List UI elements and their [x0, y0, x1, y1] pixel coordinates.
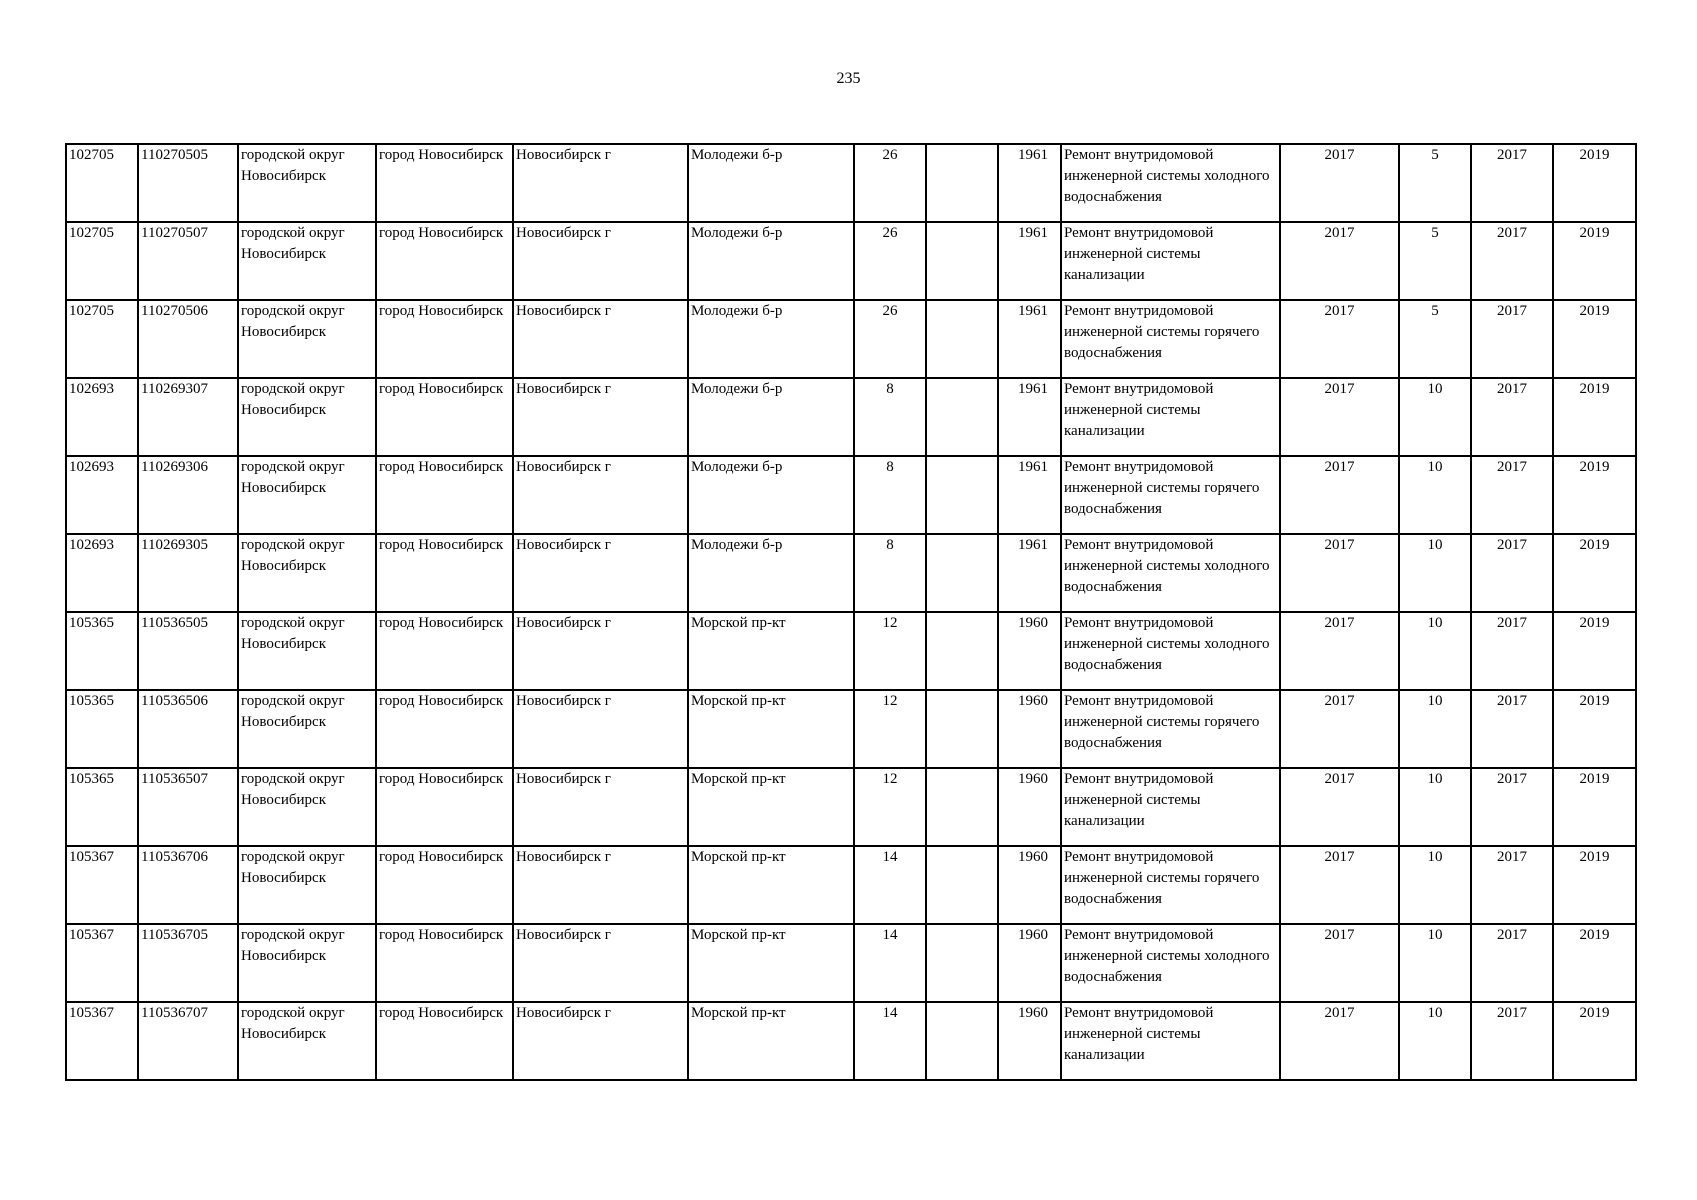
cell-house-number: 8	[854, 456, 926, 534]
cell-district: городской округ Новосибирск	[238, 612, 376, 690]
cell-house-id: 102693	[66, 534, 138, 612]
cell-end-year: 2019	[1553, 456, 1636, 534]
cell-start-year: 2017	[1471, 690, 1553, 768]
cell-end-year: 2019	[1553, 534, 1636, 612]
table-row	[66, 1002, 1636, 1080]
cell-house-id: 102705	[66, 222, 138, 300]
cell-year-built: 1961	[998, 378, 1061, 456]
cell-locality: Новосибирск г	[513, 1002, 688, 1080]
cell-start-year: 2017	[1471, 378, 1553, 456]
cell-year-built: 1960	[998, 612, 1061, 690]
cell-start-year: 2017	[1471, 300, 1553, 378]
cell-building	[926, 1002, 998, 1080]
cell-street: Молодежи б-р	[688, 534, 854, 612]
cell-locality: Новосибирск г	[513, 456, 688, 534]
cell-work-code: 110269307	[138, 378, 238, 456]
cell-settlement: город Новосибирск	[376, 144, 513, 222]
cell-locality: Новосибирск г	[513, 144, 688, 222]
cell-locality: Новосибирск г	[513, 378, 688, 456]
table-row	[66, 144, 1636, 222]
cell-planned-year: 2017	[1280, 846, 1399, 924]
cell-street: Морской пр-кт	[688, 612, 854, 690]
cell-locality: Новосибирск г	[513, 924, 688, 1002]
cell-end-year: 2019	[1553, 1002, 1636, 1080]
cell-start-year: 2017	[1471, 768, 1553, 846]
cell-count: 10	[1399, 1002, 1471, 1080]
cell-house-id: 105367	[66, 924, 138, 1002]
cell-street: Молодежи б-р	[688, 300, 854, 378]
cell-district: городской округ Новосибирск	[238, 456, 376, 534]
cell-planned-year: 2017	[1280, 1002, 1399, 1080]
cell-district: городской округ Новосибирск	[238, 768, 376, 846]
cell-house-id: 102705	[66, 144, 138, 222]
table-row	[66, 534, 1636, 612]
cell-settlement: город Новосибирск	[376, 1002, 513, 1080]
cell-end-year: 2019	[1553, 378, 1636, 456]
cell-district: городской округ Новосибирск	[238, 690, 376, 768]
cell-end-year: 2019	[1553, 300, 1636, 378]
cell-settlement: город Новосибирск	[376, 768, 513, 846]
cell-district: городской округ Новосибирск	[238, 534, 376, 612]
cell-house-number: 12	[854, 768, 926, 846]
cell-start-year: 2017	[1471, 534, 1553, 612]
cell-street: Морской пр-кт	[688, 846, 854, 924]
cell-house-id: 105365	[66, 768, 138, 846]
cell-count: 10	[1399, 456, 1471, 534]
cell-start-year: 2017	[1471, 612, 1553, 690]
cell-house-number: 14	[854, 846, 926, 924]
cell-work-type: Ремонт внутридомовой инженерной системы горячего водоснабжения	[1061, 300, 1280, 378]
cell-work-type: Ремонт внутридомовой инженерной системы холодного водоснабжения	[1061, 534, 1280, 612]
cell-street: Морской пр-кт	[688, 690, 854, 768]
cell-house-id: 105367	[66, 846, 138, 924]
cell-count: 10	[1399, 378, 1471, 456]
cell-street: Морской пр-кт	[688, 1002, 854, 1080]
cell-building	[926, 612, 998, 690]
cell-work-type: Ремонт внутридомовой инженерной системы горячего водоснабжения	[1061, 456, 1280, 534]
table-row	[66, 456, 1636, 534]
cell-locality: Новосибирск г	[513, 846, 688, 924]
cell-house-id: 105367	[66, 1002, 138, 1080]
cell-house-number: 12	[854, 690, 926, 768]
cell-settlement: город Новосибирск	[376, 846, 513, 924]
cell-settlement: город Новосибирск	[376, 534, 513, 612]
cell-count: 10	[1399, 534, 1471, 612]
cell-street: Молодежи б-р	[688, 144, 854, 222]
cell-work-code: 110536707	[138, 1002, 238, 1080]
cell-count: 10	[1399, 846, 1471, 924]
cell-house-number: 14	[854, 1002, 926, 1080]
cell-work-code: 110536706	[138, 846, 238, 924]
cell-house-number: 14	[854, 924, 926, 1002]
cell-start-year: 2017	[1471, 846, 1553, 924]
cell-house-number: 8	[854, 378, 926, 456]
cell-locality: Новосибирск г	[513, 612, 688, 690]
cell-work-type: Ремонт внутридомовой инженерной системы канализации	[1061, 378, 1280, 456]
cell-district: городской округ Новосибирск	[238, 924, 376, 1002]
cell-work-type: Ремонт внутридомовой инженерной системы горячего водоснабжения	[1061, 690, 1280, 768]
cell-count: 5	[1399, 144, 1471, 222]
cell-count: 5	[1399, 300, 1471, 378]
table-row	[66, 768, 1636, 846]
cell-count: 10	[1399, 768, 1471, 846]
cell-building	[926, 222, 998, 300]
cell-house-id: 102693	[66, 378, 138, 456]
cell-house-number: 12	[854, 612, 926, 690]
cell-district: городской округ Новосибирск	[238, 222, 376, 300]
cell-end-year: 2019	[1553, 612, 1636, 690]
cell-district: городской округ Новосибирск	[238, 144, 376, 222]
cell-work-type: Ремонт внутридомовой инженерной системы холодного водоснабжения	[1061, 144, 1280, 222]
cell-settlement: город Новосибирск	[376, 222, 513, 300]
cell-locality: Новосибирск г	[513, 768, 688, 846]
cell-house-number: 26	[854, 222, 926, 300]
cell-work-code: 110269306	[138, 456, 238, 534]
cell-planned-year: 2017	[1280, 612, 1399, 690]
cell-work-type: Ремонт внутридомовой инженерной системы канализации	[1061, 1002, 1280, 1080]
cell-house-number: 8	[854, 534, 926, 612]
cell-building	[926, 846, 998, 924]
cell-work-code: 110536505	[138, 612, 238, 690]
cell-planned-year: 2017	[1280, 768, 1399, 846]
cell-building	[926, 768, 998, 846]
cell-work-code: 110269305	[138, 534, 238, 612]
cell-district: городской округ Новосибирск	[238, 846, 376, 924]
cell-end-year: 2019	[1553, 768, 1636, 846]
cell-count: 5	[1399, 222, 1471, 300]
cell-settlement: город Новосибирск	[376, 300, 513, 378]
cell-year-built: 1960	[998, 1002, 1061, 1080]
cell-house-id: 102693	[66, 456, 138, 534]
cell-start-year: 2017	[1471, 1002, 1553, 1080]
cell-work-type: Ремонт внутридомовой инженерной системы канализации	[1061, 768, 1280, 846]
cell-house-id: 105365	[66, 690, 138, 768]
cell-count: 10	[1399, 690, 1471, 768]
cell-work-code: 110536507	[138, 768, 238, 846]
cell-year-built: 1960	[998, 690, 1061, 768]
cell-house-number: 26	[854, 144, 926, 222]
cell-street: Морской пр-кт	[688, 768, 854, 846]
cell-house-number: 26	[854, 300, 926, 378]
registry-body	[66, 144, 1636, 1080]
cell-building	[926, 300, 998, 378]
cell-year-built: 1961	[998, 144, 1061, 222]
registry-table	[65, 143, 1637, 1081]
cell-work-type: Ремонт внутридомовой инженерной системы горячего водоснабжения	[1061, 846, 1280, 924]
cell-building	[926, 690, 998, 768]
cell-locality: Новосибирск г	[513, 690, 688, 768]
cell-building	[926, 378, 998, 456]
cell-settlement: город Новосибирск	[376, 924, 513, 1002]
cell-street: Молодежи б-р	[688, 456, 854, 534]
cell-end-year: 2019	[1553, 690, 1636, 768]
cell-planned-year: 2017	[1280, 924, 1399, 1002]
table-row	[66, 612, 1636, 690]
cell-street: Молодежи б-р	[688, 222, 854, 300]
table-row	[66, 300, 1636, 378]
cell-locality: Новосибирск г	[513, 300, 688, 378]
cell-year-built: 1961	[998, 300, 1061, 378]
cell-count: 10	[1399, 612, 1471, 690]
cell-start-year: 2017	[1471, 456, 1553, 534]
cell-building	[926, 534, 998, 612]
cell-house-id: 105365	[66, 612, 138, 690]
cell-settlement: город Новосибирск	[376, 378, 513, 456]
cell-planned-year: 2017	[1280, 378, 1399, 456]
cell-work-code: 110536705	[138, 924, 238, 1002]
cell-planned-year: 2017	[1280, 300, 1399, 378]
cell-work-code: 110270505	[138, 144, 238, 222]
cell-street: Морской пр-кт	[688, 924, 854, 1002]
cell-house-id: 102705	[66, 300, 138, 378]
cell-district: городской округ Новосибирск	[238, 300, 376, 378]
cell-work-code: 110536506	[138, 690, 238, 768]
cell-settlement: город Новосибирск	[376, 456, 513, 534]
cell-building	[926, 924, 998, 1002]
cell-planned-year: 2017	[1280, 690, 1399, 768]
cell-end-year: 2019	[1553, 222, 1636, 300]
cell-work-code: 110270506	[138, 300, 238, 378]
cell-count: 10	[1399, 924, 1471, 1002]
cell-district: городской округ Новосибирск	[238, 378, 376, 456]
cell-year-built: 1961	[998, 222, 1061, 300]
table-row	[66, 924, 1636, 1002]
cell-district: городской округ Новосибирск	[238, 1002, 376, 1080]
cell-locality: Новосибирск г	[513, 534, 688, 612]
cell-planned-year: 2017	[1280, 144, 1399, 222]
cell-year-built: 1960	[998, 846, 1061, 924]
cell-end-year: 2019	[1553, 846, 1636, 924]
cell-year-built: 1960	[998, 768, 1061, 846]
cell-locality: Новосибирск г	[513, 222, 688, 300]
cell-work-type: Ремонт внутридомовой инженерной системы холодного водоснабжения	[1061, 924, 1280, 1002]
table-row	[66, 378, 1636, 456]
cell-planned-year: 2017	[1280, 222, 1399, 300]
cell-end-year: 2019	[1553, 144, 1636, 222]
cell-building	[926, 144, 998, 222]
cell-year-built: 1961	[998, 456, 1061, 534]
cell-work-type: Ремонт внутридомовой инженерной системы канализации	[1061, 222, 1280, 300]
cell-start-year: 2017	[1471, 144, 1553, 222]
cell-start-year: 2017	[1471, 222, 1553, 300]
cell-work-type: Ремонт внутридомовой инженерной системы холодного водоснабжения	[1061, 612, 1280, 690]
table-row	[66, 690, 1636, 768]
cell-work-code: 110270507	[138, 222, 238, 300]
cell-year-built: 1961	[998, 534, 1061, 612]
cell-start-year: 2017	[1471, 924, 1553, 1002]
cell-building	[926, 456, 998, 534]
table-row	[66, 222, 1636, 300]
cell-planned-year: 2017	[1280, 456, 1399, 534]
cell-end-year: 2019	[1553, 924, 1636, 1002]
cell-street: Молодежи б-р	[688, 378, 854, 456]
table-row	[66, 846, 1636, 924]
cell-settlement: город Новосибирск	[376, 612, 513, 690]
cell-planned-year: 2017	[1280, 534, 1399, 612]
cell-year-built: 1960	[998, 924, 1061, 1002]
page-number: 235	[836, 70, 861, 87]
cell-settlement: город Новосибирск	[376, 690, 513, 768]
